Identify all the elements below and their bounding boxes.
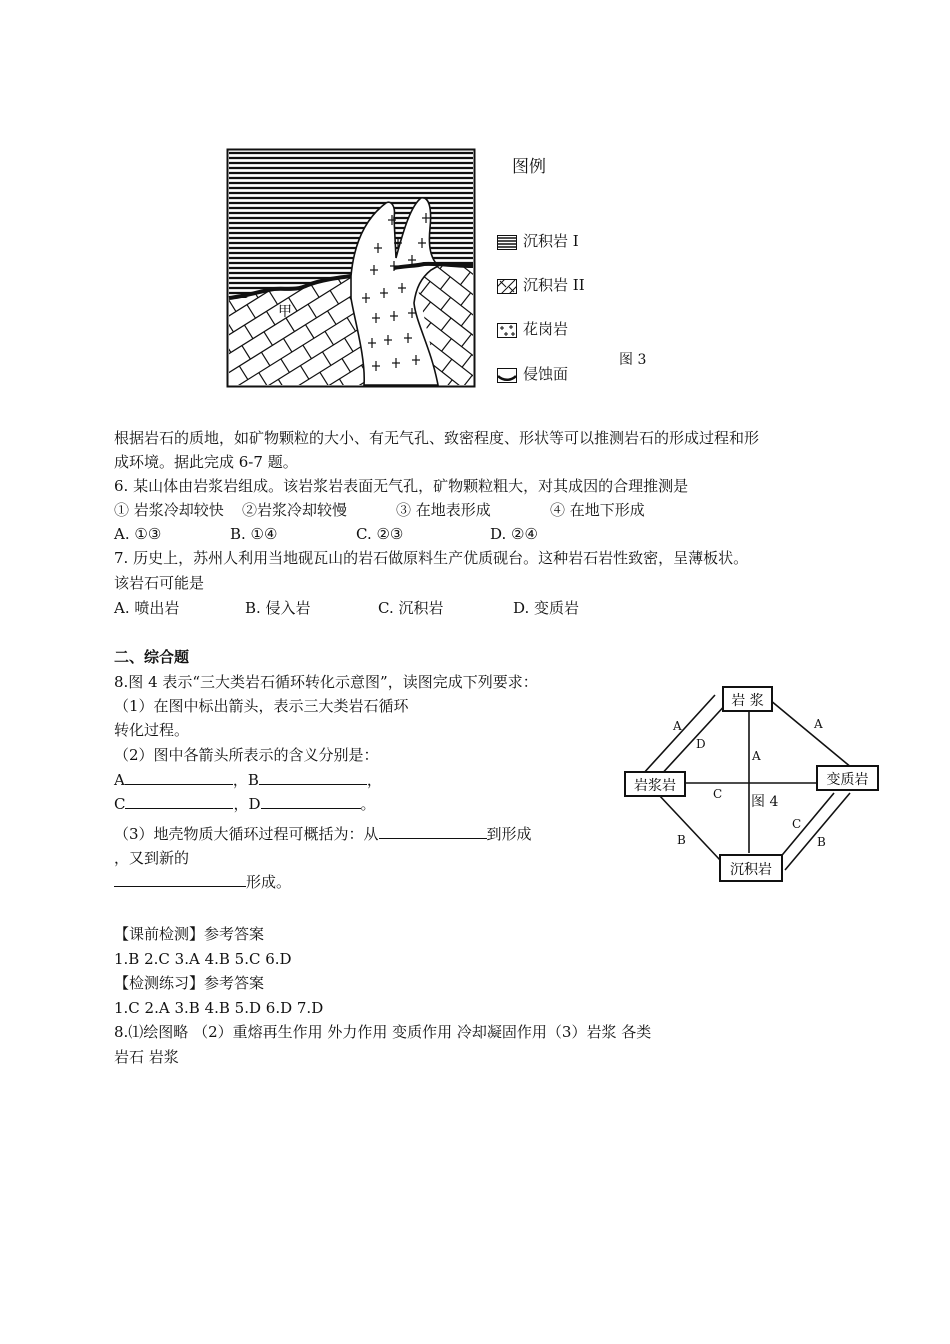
- answers-line-2: 1.C 2.A 3.B 4.B 5.D 6.D 7.D: [114, 999, 324, 1017]
- legend-label: 沉积岩 I: [523, 232, 579, 250]
- legend-title: 图例: [512, 157, 546, 177]
- legend-item-sedimentary-1: [497, 231, 579, 251]
- blank-a[interactable]: [125, 769, 233, 785]
- q6-option-b: B. ①④: [230, 525, 278, 543]
- inset-label: 甲: [278, 304, 292, 320]
- answers-line-4: 岩石 岩浆: [114, 1048, 179, 1066]
- legend-label: 侵蚀面: [523, 365, 569, 383]
- edge-label-c-center: C: [713, 787, 723, 801]
- section-2-heading: 二、综合题: [114, 648, 190, 666]
- svg-text:岩 浆: 岩 浆: [731, 693, 764, 709]
- blank-new[interactable]: [114, 871, 246, 887]
- blank-b[interactable]: [259, 769, 367, 785]
- edge-label-a-left: A: [673, 719, 682, 733]
- legend-item-sedimentary-2: [497, 275, 585, 295]
- curve-line-icon: [497, 368, 517, 383]
- q6-statement-2: ②岩浆冷却较慢: [242, 501, 348, 519]
- edge-label-d-left: D: [696, 737, 706, 751]
- answers-line-1: 1.B 2.C 3.A 4.B 5.C 6.D: [114, 950, 292, 968]
- node-sedimentary: [720, 855, 782, 881]
- blank-from[interactable]: [379, 823, 487, 839]
- svg-text:岩浆岩: 岩浆岩: [634, 778, 676, 794]
- blank-c-label: C: [114, 795, 126, 813]
- q6-stem: 6. 某山体由岩浆岩组成。该岩浆岩表面无气孔，矿物颗粒粗大，对其成因的合理推测是: [114, 477, 689, 495]
- edge-label-c-right: C: [792, 817, 802, 831]
- q8-stem: 8.图 4 表示“三大类岩石循环转化示意图”，读图完成下列要求：: [114, 673, 538, 691]
- q6-statement-4: ④ 在地下形成: [550, 501, 645, 519]
- q6-statement-3: ③ 在地表形成: [396, 501, 491, 519]
- node-magma: [723, 687, 772, 711]
- svg-text:沉积岩: 沉积岩: [730, 862, 772, 878]
- q8-answer-row-2: C ，D 。: [114, 795, 376, 813]
- rock-cycle-diagram: [620, 680, 885, 890]
- rock-cross-section: [226, 148, 476, 388]
- q8-part-3b: ，又到新的: [114, 849, 190, 867]
- legend-item-granite: [497, 319, 568, 339]
- q7-option-c: C. 沉积岩: [378, 599, 444, 617]
- q7-stem-2: 该岩石可能是: [114, 574, 205, 592]
- blank-d[interactable]: [261, 793, 361, 809]
- blank-b-label: ，B: [232, 771, 259, 789]
- q7-stem-1: 7. 历史上，苏州人利用当地砚瓦山的岩石做原料生产优质砚台。这种岩石岩性致密，呈薄板状。: [114, 549, 749, 567]
- q8-part-1b: 转化过程。: [114, 721, 190, 739]
- answers-title-1: 【课前检测】参考答案: [114, 925, 265, 943]
- q7-option-b: B. 侵入岩: [245, 599, 311, 617]
- q7-option-d: D. 变质岩: [513, 599, 580, 617]
- edge-label-a-right: A: [814, 717, 823, 731]
- node-igneous: [625, 772, 685, 796]
- q6-option-d: D. ②④: [490, 525, 538, 543]
- blank-d-label: ，D: [233, 795, 261, 813]
- node-metamorphic: [817, 766, 878, 790]
- q8-part-3a: （3）地壳物质大循环过程可概括为：从 到形成: [114, 825, 532, 843]
- q6-option-c: C. ②③: [356, 525, 404, 543]
- q8-answer-row-1: A ，B ，: [114, 771, 382, 789]
- figure-4-caption: 图 4: [751, 794, 779, 810]
- diagonal-hatch-icon: [497, 279, 517, 294]
- q8-part-1a: （1）在图中标出箭头，表示三大类岩石循环: [114, 697, 409, 715]
- q6-statement-1: ① 岩浆冷却较快: [114, 501, 224, 519]
- horizontal-lines-icon: [497, 235, 517, 250]
- q8-part-3c: 形成。: [114, 871, 291, 893]
- q6-statements: [114, 499, 645, 521]
- blank-a-label: A: [114, 771, 125, 789]
- svg-text:变质岩: 变质岩: [826, 772, 869, 788]
- edge-label-b-right: B: [817, 835, 826, 849]
- q7-options: [114, 597, 579, 619]
- figure-3-caption: 图 3: [619, 352, 647, 368]
- q8-part-2: （2）图中各箭头所表示的含义分别是：: [114, 746, 379, 764]
- cross-pattern-icon: [497, 323, 517, 338]
- answers-title-2: 【检测练习】参考答案: [114, 974, 265, 992]
- legend-label: 花岗岩: [523, 320, 569, 338]
- edge-label-b-left: B: [677, 833, 686, 847]
- legend-label: 沉积岩 II: [523, 276, 585, 294]
- q7-option-a: A. 喷出岩: [114, 599, 180, 617]
- edge-label-a-center: A: [752, 749, 761, 763]
- q6-option-a: A. ①③: [114, 525, 162, 543]
- answers-line-3: 8.⑴绘图略 （2）重熔再生作用 外力作用 变质作用 冷却凝固作用（3）岩浆 各类: [114, 1023, 652, 1041]
- q6-options: [114, 523, 538, 545]
- legend-item-erosion-surface: [497, 364, 568, 384]
- intro-line-2: 成环境。据此完成 6-7 题。: [114, 453, 298, 471]
- blank-c[interactable]: [125, 793, 233, 809]
- intro-line-1: 根据岩石的质地，如矿物颗粒的大小、有无气孔、致密程度、形状等可以推测岩石的形成过程和形: [114, 429, 760, 447]
